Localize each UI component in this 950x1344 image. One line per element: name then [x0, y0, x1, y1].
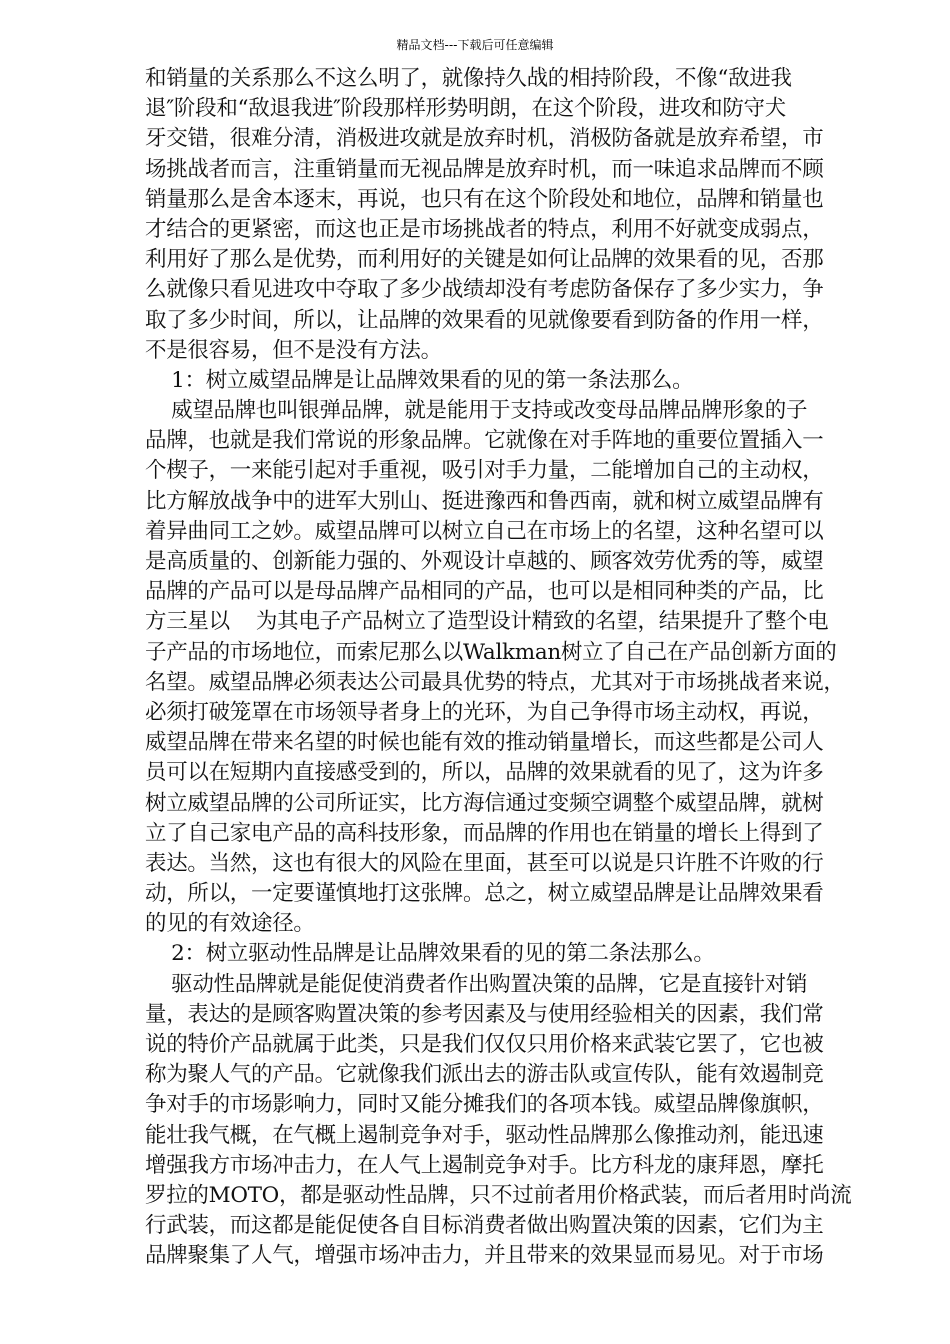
text-line: 品牌，也就是我们常说的形象品牌。它就像在对手阵地的重要位置插入一 — [145, 428, 824, 454]
text-line: 么就像只看见进攻中夺取了多少战绩却没有考虑防备保存了多少实力，争 — [145, 277, 824, 303]
text-line: 威望品牌也叫银弹品牌，就是能用于支持或改变母品牌品牌形象的子 — [145, 398, 808, 424]
text-line: 方三星以 为其电子产品树立了造型设计精致的名望，结果提升了整个电 — [145, 609, 829, 635]
text-line: 称为聚人气的产品。它就像我们派出去的游击队或宣传队，能有效遏制竞 — [145, 1062, 824, 1088]
text-line: 才结合的更紧密，而这也正是市场挑战者的特点，利用不好就变成弱点， — [145, 216, 824, 242]
page-header: 精品文档---下载后可任意编辑 — [396, 38, 554, 52]
text-line: 子产品的市场地位，而索尼那么以Walkman树立了自己在产品创新方面的 — [145, 639, 837, 665]
text-line: 立了自己家电产品的高科技形象，而品牌的作用也在销量的增长上得到了 — [145, 820, 824, 846]
text-line: 不是很容易，但不是没有方法。 — [145, 337, 442, 363]
text-line: 表达。当然，这也有很大的风险在里面，甚至可以说是只许胜不许败的行 — [145, 850, 824, 876]
text-line: 名望。威望品牌必须表达公司最具优势的特点，尤其对于市场挑战者来说， — [145, 669, 845, 695]
text-line: 利用好了那么是优势，而利用好的关键是如何让品牌的效果看的见，否那 — [145, 247, 824, 273]
text-line: 必须打破笼罩在市场领导者身上的光环，为自己争得市场主动权，再说， — [145, 699, 824, 725]
text-line: 威望品牌在带来名望的时候也能有效的推动销量增长，而这些都是公司人 — [145, 730, 824, 756]
text-line: 退″阶段和“敌退我进″阶段那样形势明朗，在这个阶段，进攻和防守犬 — [145, 96, 786, 122]
text-line: 销量那么是舍本逐末，再说，也只有在这个阶段处和地位，品牌和销量也 — [145, 186, 824, 212]
text-line: 牙交错，很难分清，消极进攻就是放弃时机，消极防备就是放弃希望，市 — [145, 126, 824, 152]
text-line: 说的特价产品就属于此类，只是我们仅仅只用价格来武装它罢了，它也被 — [145, 1032, 824, 1057]
text-line: 个楔子，一来能引起对手重视，吸引对手力量，二能增加自己的主动权， — [145, 458, 824, 484]
text-line: 比方解放战争中的进军大别山、挺进豫西和鲁西南，就和树立威望品牌有 — [145, 488, 824, 514]
text-line: 和销量的关系那么不这么明了，就像持久战的相持阶段，不像“敌进我 — [145, 66, 792, 91]
text-line: 品牌的产品可以是母品牌产品相同的产品，也可以是相同种类的产品，比 — [145, 579, 824, 605]
body-text — [145, 64, 860, 1272]
text-line: 驱动性品牌就是能促使消费者作出购置决策的品牌，它是直接针对销 — [145, 971, 808, 997]
text-line: 1：树立威望品牌是让品牌效果看的见的第一条法那么。 — [145, 367, 694, 393]
text-line: 增强我方市场冲击力，在人气上遏制竞争对手。比方科龙的康拜恩，摩托 — [145, 1152, 824, 1178]
text-line: 员可以在短期内直接感受到的，所以，品牌的效果就看的见了，这为许多 — [145, 760, 824, 786]
text-line: 场挑战者而言，注重销量而无视品牌是放弃时机，而一味追求品牌而不顾 — [145, 156, 824, 182]
text-line: 2：树立驱动性品牌是让品牌效果看的见的第二条法那么。 — [145, 941, 715, 967]
text-line: 着异曲同工之妙。威望品牌可以树立自己在市场上的名望，这种名望可以 — [145, 518, 824, 544]
text-line: 行武装，而这都是能促使各自目标消费者做出购置决策的因素，它们为主 — [145, 1213, 824, 1239]
text-line: 的见的有效途径。 — [145, 911, 315, 937]
text-line: 动，所以，一定要谨慎地打这张牌。总之，树立威望品牌是让品牌效果看 — [145, 881, 824, 907]
text-line: 是高质量的、创新能力强的、外观设计卓越的、顾客效劳优秀的等，威望 — [145, 549, 824, 574]
text-line: 树立威望品牌的公司所证实，比方海信通过变频空调整个威望品牌，就树 — [145, 790, 824, 816]
text-line: 量，表达的是顾客购置决策的参考因素及与使用经验相关的因素，我们常 — [145, 1001, 824, 1027]
text-line: 争对手的市场影响力，同时又能分摊我们的各项本钱。威望品牌像旗帜， — [145, 1092, 824, 1118]
text-line: 罗拉的MOTO，都是驱动性品牌，只不过前者用价格武装，而后者用时尚流 — [145, 1182, 852, 1208]
text-line: 能壮我气概，在气概上遏制竞争对手，驱动性品牌那么像推动剂，能迅速 — [145, 1122, 824, 1148]
text-line: 取了多少时间，所以，让品牌的效果看的见就像要看到防备的作用一样， — [145, 307, 824, 333]
text-line: 品牌聚集了人气，增强市场冲击力，并且带来的效果显而易见。对于市场 — [145, 1243, 824, 1269]
